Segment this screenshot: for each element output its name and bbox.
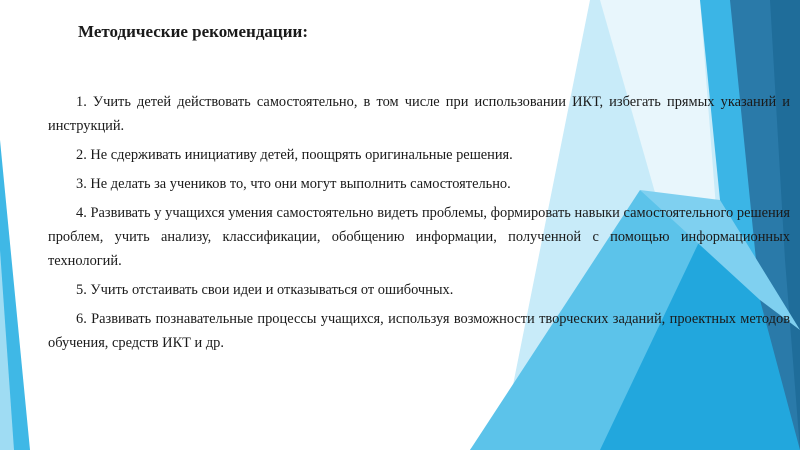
slide-content xyxy=(48,20,790,360)
recommendation-item-5: 5. Учить отстаивать свои идеи и отказываться от ошибочных. xyxy=(76,282,454,298)
recommendation-item-3: 3. Не делать за учеников то, что они могут выполнить самостоятельно. xyxy=(76,176,511,192)
recommendation-item-2: 2. Не сдерживать инициативу детей, поощрять оригинальные решения. xyxy=(76,147,513,163)
recommendation-item-6: 6. Развивать познавательные процессы учащихся, используя возможности творческих заданий, проектных методов обучения, средств ИКТ и др. xyxy=(48,311,790,351)
slide-title: Методические рекомендации: xyxy=(78,22,308,41)
recommendations-list xyxy=(48,90,790,355)
recommendation-item-4: 4. Развивать у учащихся умения самостоятельно видеть проблемы, формировать навыки самостоятельного решения проблем, учить анализу, классификации, обобщению информации, полученной с помощью информационных технологий. xyxy=(48,205,790,269)
recommendation-item-1: 1. Учить детей действовать самостоятельно, в том числе при использовании ИКТ, избегать прямых указаний и инструкций. xyxy=(48,94,790,134)
